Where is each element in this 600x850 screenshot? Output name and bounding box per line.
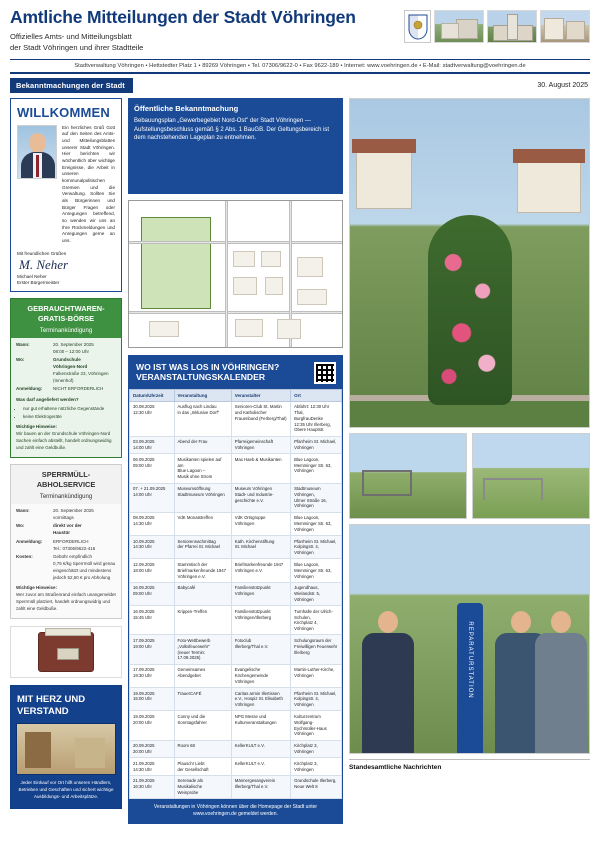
promo-box bbox=[10, 685, 122, 808]
table-cell: 17.09.2025 19:00 Uhr bbox=[130, 635, 175, 664]
site-plan-map bbox=[128, 200, 343, 348]
note-title: Was darf angeliefert werden? bbox=[16, 397, 79, 403]
standesamt-heading: Standesamtliche Nachrichten bbox=[349, 759, 590, 771]
map-road bbox=[225, 201, 228, 347]
table-cell: 30.08.2025 12:30 Uhr bbox=[130, 401, 175, 436]
table-row bbox=[130, 559, 342, 582]
table-cell: 10.09.2025 14:30 Uhr bbox=[130, 536, 175, 559]
table-cell: 16.09.2025 15:45 Uhr bbox=[130, 606, 175, 635]
map-building bbox=[261, 251, 281, 267]
calendar-title-1: WO IST WAS LOS IN VÖHRINGEN? bbox=[136, 361, 280, 372]
table-cell: Pfarrheim St. Michael, Kolpingstr. 4, Vöhringen bbox=[291, 536, 342, 559]
table-cell: Kulturzentrum Wolfgang- Eychmüller-Haus Vöhringen bbox=[291, 711, 342, 740]
sperrmuell-title: SPERRMÜLL- ABHOLSERVICE bbox=[11, 465, 121, 494]
row-value: 20. September 2025 vormittags bbox=[53, 507, 94, 520]
table-cell: Conny und die Sonntagsfahrer bbox=[174, 711, 231, 740]
table-cell: Grundschule Illerberg, Neue Welt 8 bbox=[291, 775, 342, 798]
table-cell: Familienstützpunkt Vöhringen/Illerberg bbox=[231, 606, 290, 635]
page-title: Amtliche Mitteilungen der Stadt Vöhringen bbox=[10, 7, 356, 27]
row-value: Grundschule Vöhringen-Nord Falkenstraße 23, Vöhringen (Innenhof) bbox=[53, 357, 109, 383]
group-photo bbox=[349, 524, 590, 754]
table-cell: 19.09.2025 15:00 Uhr bbox=[130, 688, 175, 711]
table-row bbox=[130, 758, 342, 776]
table-cell: Musikanten spielen auf am Blue Lagoon – Musik ohne Strom bbox=[174, 454, 231, 483]
row-key: Wo: bbox=[16, 357, 25, 363]
map-building bbox=[235, 319, 263, 337]
table-cell: 21.09.2025 14:30 Uhr bbox=[130, 758, 175, 776]
table-cell: Senioren-Club St. Martin und Katholischer Frauenbund (Ferberg/Thal) bbox=[231, 401, 290, 436]
signature-image: M. Neher bbox=[19, 256, 69, 272]
promo-heading: MIT HERZ UND VERSTAND bbox=[17, 694, 86, 717]
welcome-heading: WILLKOMMEN bbox=[17, 104, 110, 120]
table-cell: Männergesangverein Illerberg/Thal e.V. bbox=[231, 775, 290, 798]
row-value: ERFORDERLICH Tel.: 07306/9622-416 bbox=[53, 538, 96, 551]
map-building bbox=[277, 319, 301, 339]
table-cell: 16.09.2025 09:00 Uhr bbox=[130, 582, 175, 605]
bullet: • keine Elektrogeräte bbox=[23, 414, 116, 421]
row-key: Kosten: bbox=[16, 554, 33, 560]
briefcase-icon bbox=[38, 632, 94, 672]
section-label: Bekanntmachungen der Stadt bbox=[10, 78, 133, 93]
gebrauchtwaren-footer bbox=[16, 424, 116, 451]
table-cell: 07. + 21.09.2025 14:00 Uhr bbox=[130, 483, 175, 512]
row-key: Wann: bbox=[16, 507, 30, 513]
table-row bbox=[130, 688, 342, 711]
flower-column-photo bbox=[349, 98, 590, 428]
column-header-location: Ort bbox=[291, 389, 342, 401]
photo-house bbox=[517, 161, 581, 213]
table-cell: 20.09.2025 20:00 Uhr bbox=[130, 740, 175, 758]
table-cell: Foto-Wettbewerb „Volksfeuerwehr" (neuer Termin: 17.09.2025) bbox=[174, 635, 231, 664]
signature-role: Erster Bürgermeister bbox=[17, 279, 60, 285]
repair-station bbox=[457, 603, 483, 753]
table-cell: 03.09.2025 14:00 Uhr bbox=[130, 436, 175, 454]
table-row bbox=[130, 740, 342, 758]
table-cell: Blue Lagoon, Memminger Str. 63, Vöhringen bbox=[291, 559, 342, 582]
table-cell: Kirchplatz 3, Vöhringen bbox=[291, 758, 342, 776]
gebrauchtwaren-box bbox=[10, 298, 122, 458]
table-row bbox=[130, 775, 342, 798]
public-notice-box bbox=[128, 98, 343, 194]
table-cell: KellerKULT e.V. bbox=[231, 758, 290, 776]
row-value: NICHT ERFORDERLICH bbox=[53, 386, 104, 392]
row-key: Anmeldung: bbox=[16, 386, 43, 392]
bullet: • nur gut erhaltene nützliche Gegenstände bbox=[23, 406, 116, 413]
map-building bbox=[297, 289, 327, 305]
table-cell: Babycafé bbox=[174, 582, 231, 605]
promo-photo bbox=[16, 723, 116, 775]
table-cell: KellerKULT e.V. bbox=[231, 740, 290, 758]
table-row bbox=[130, 401, 342, 436]
row-key: Anmeldung: bbox=[16, 538, 43, 544]
content-grid bbox=[10, 98, 590, 820]
masthead-photo-village bbox=[434, 10, 484, 43]
masthead-photo-street bbox=[540, 10, 590, 43]
table-cell: VdK Monatstreffen bbox=[174, 512, 231, 535]
table-cell: Caritas armin Illertissen e.V., Hospiz St. Elisabeth Vöhringen bbox=[231, 688, 290, 711]
row-value: direkt vor der Haustür bbox=[53, 523, 82, 536]
table-cell: Stadtmuseum Vöhringen, Ulmer Straße 16, Vöhringen bbox=[291, 483, 342, 512]
table-cell: Krippen-Treffen bbox=[174, 606, 231, 635]
table-cell: Jugendhaus, Wielandstr. 5, Vöhringen bbox=[291, 582, 342, 605]
welcome-text: Ein herzliches Grüß Gott auf den Seiten des Amts- und Mitteilungsblattes unserer Stadt Vöhringen. Hier berichten wir wöchentlich über wichtige Ereignisse, die Arbeit in unseren kommunalpolitischen Gremien und die Verwaltung. Sollten Sie als Bürgerinnen und Bürger Fragen oder Anregungen betreffend, so wenden wir uns an Ihre Rückmeldungen und Anregungen gerne an uns. bbox=[62, 124, 115, 243]
gebrauchtwaren-subtitle: Terminankündigung bbox=[11, 328, 121, 338]
table-cell: Fotoclub Illerberg/Thal e.V. bbox=[231, 635, 290, 664]
qr-code-icon[interactable] bbox=[314, 362, 336, 384]
map-building bbox=[233, 277, 257, 295]
table-cell: Abend der Frau bbox=[174, 436, 231, 454]
table-cell: 19.09.2025 20:00 Uhr bbox=[130, 711, 175, 740]
table-cell: Serenade als Musikalische Weinprobe bbox=[174, 775, 231, 798]
footer-text: Wer zuvor am Straßenrand einfach unangemeldet Sperrmüll platziert, handelt ordnungswidrig und zahlt eine Geldbuße. bbox=[16, 592, 116, 611]
table-cell: Kirchplatz 3, Vöhringen bbox=[291, 740, 342, 758]
right-photo-grid bbox=[349, 433, 590, 519]
advert-briefcase bbox=[10, 626, 122, 678]
table-cell: Seniorennachmittag der Pfarrei St. Michael bbox=[174, 536, 231, 559]
table-row bbox=[130, 635, 342, 664]
table-row bbox=[130, 436, 342, 454]
playground-photo bbox=[349, 433, 467, 519]
masthead-subtitle-2: der Stadt Vöhringen und ihrer Stadtteile bbox=[10, 42, 144, 52]
row-key: Wo: bbox=[16, 523, 25, 529]
table-cell: Familienstützpunkt Vöhringen bbox=[231, 582, 290, 605]
footer-text: Wir bauen an der Grundschule Vöhringen-Nord Sachen einfach abstellt, handelt ordnungswidrig und zahlt eine Geldbuße. bbox=[16, 431, 112, 450]
table-cell: NPG Messe und Kulturveranstaltungen bbox=[231, 711, 290, 740]
table-row bbox=[130, 536, 342, 559]
table-row bbox=[130, 711, 342, 740]
table-cell: Plausch! Liebt der Gesellschaft bbox=[174, 758, 231, 776]
table-row bbox=[130, 512, 342, 535]
table-cell: TrauerCAFÉ bbox=[174, 688, 231, 711]
table-cell: 08.09.2025 14:30 Uhr bbox=[130, 512, 175, 535]
table-cell: Blue Lagoon, Memminger Str. 63, Vöhringen bbox=[291, 512, 342, 535]
table-cell: Abfahrt: 12:30 Uhr Thal, BurgfrauDenke 12:35 Uhr Illerberg, Obere Hauptstr. bbox=[291, 401, 342, 436]
column-header-event: Veranstaltung bbox=[174, 389, 231, 401]
person-left bbox=[362, 611, 414, 753]
person-right bbox=[535, 611, 587, 753]
middle-column bbox=[128, 98, 343, 820]
calendar-title-2: VERANSTALTUNGSKALENDER bbox=[136, 371, 266, 382]
masthead-subtitle-1: Offizielles Amts- und Mitteilungsblatt bbox=[10, 32, 132, 42]
public-notice-text: Bebauungsplan „Gewerbegebiet Nord-Ost" der Stadt Vöhringen — Aufstellungsbeschluss gemäß § 2 Abs. 1 BauGB. Der Geltungsbereich ist dem nachstehenden Lageplan zu entnehmen. bbox=[134, 118, 330, 142]
masthead-photo-church bbox=[487, 10, 537, 43]
public-notice-title: Öffentliche Bekanntmachung bbox=[134, 103, 239, 113]
row-value: 20. September 2025 08:00 – 12:00 Uhr bbox=[53, 341, 94, 354]
masthead bbox=[10, 8, 590, 53]
table-row bbox=[130, 454, 342, 483]
mayor-portrait-photo bbox=[17, 125, 57, 179]
table-cell: 21.09.2025 16:30 Uhr bbox=[130, 775, 175, 798]
table-cell: Museum Vöhringen Stadt- und Industrie- geschichte e.V. bbox=[231, 483, 290, 512]
table-cell: 17.09.2025 19:30 Uhr bbox=[130, 664, 175, 687]
table-cell: Pfarrheim St. Michael, Kolpingstr. 4, Vöhringen bbox=[291, 688, 342, 711]
table-cell: Room 68 bbox=[174, 740, 231, 758]
table-row bbox=[130, 664, 342, 687]
calendar-header bbox=[129, 356, 342, 389]
section-header-row bbox=[10, 78, 590, 93]
coat-of-arms-icon bbox=[404, 10, 431, 43]
table-cell: Turnhalle der Ulrich- Schulen, Kirchplatz 4, Vöhringen bbox=[291, 606, 342, 635]
table-cell: Briefmarkenfreunde 1947 Vöhringen e.V. bbox=[231, 559, 290, 582]
repair-station-label: REPARATURSTATION bbox=[466, 621, 473, 699]
column-header-organizer: Veranstalter bbox=[231, 389, 290, 401]
table-cell: Museumsöffnung Stadtmuseum Vöhringen bbox=[174, 483, 231, 512]
photo-flower-tower bbox=[428, 215, 512, 405]
left-column bbox=[10, 98, 122, 820]
row-key: Wann: bbox=[16, 341, 30, 347]
gebrauchtwaren-note bbox=[16, 397, 116, 420]
masthead-images bbox=[404, 8, 590, 43]
table-cell: Martin-Luther-Kirche, Vöhringen bbox=[291, 664, 342, 687]
table-cell: Gemeinsames Abendgebet bbox=[174, 664, 231, 687]
issue-date: 30. August 2025 bbox=[537, 81, 588, 89]
table-row bbox=[130, 483, 342, 512]
photo-house bbox=[356, 151, 412, 209]
map-building bbox=[149, 321, 179, 337]
map-parcel-highlight bbox=[141, 217, 211, 309]
promo-footer-text: Jeder Einkauf vor Ort hilft unseren Händlern, Betrieben und Geschäften und sichert wichtige Ausbildungs- und Arbeitsplätze. bbox=[18, 780, 114, 799]
sports-field-photo bbox=[472, 433, 590, 519]
note-bullets bbox=[16, 406, 116, 421]
sperrmuell-body bbox=[11, 504, 121, 619]
table-cell: Schulungsraum der Freiwilligen Feuerwehr Illerberg bbox=[291, 635, 342, 664]
table-cell: Max Haeb & Musikanten bbox=[231, 454, 290, 483]
table-cell: Blue Lagoon, Memminger Str. 63, Vöhringen bbox=[291, 454, 342, 483]
map-building bbox=[233, 251, 255, 267]
table-cell: VdK Ortsgruppe Vöhringen bbox=[231, 512, 290, 535]
table-header-row bbox=[130, 389, 342, 401]
footer-title: Wichtige Hinweise: bbox=[16, 424, 57, 430]
sperrmuell-box bbox=[10, 464, 122, 619]
events-calendar bbox=[128, 355, 343, 824]
imprint-line: Stadtverwaltung Vöhringen • Hettstedter Platz 1 • 89269 Vöhringen • Tel. 07306/9622-0 • Fax 9622-189 • Internet: www.voehringen.de • E-Mail: stadtverwaltung@voehringen.de bbox=[74, 62, 526, 69]
right-column bbox=[349, 98, 590, 820]
table-row bbox=[130, 606, 342, 635]
column-header-date: Datum/Uhrzeit bbox=[130, 389, 175, 401]
table-cell: Stammtisch der Briefmarkenfreunde 1947 Vöhringen e.V. bbox=[174, 559, 231, 582]
map-road bbox=[129, 311, 342, 314]
table-cell: Pfarreigemeinschaft Vöhringen bbox=[231, 436, 290, 454]
gebrauchtwaren-body bbox=[11, 338, 121, 458]
signature-name: Michael Neher bbox=[17, 273, 47, 279]
welcome-box bbox=[10, 98, 122, 293]
photo-roof bbox=[352, 139, 416, 153]
table-cell: 06.09.2025 09:00 Uhr bbox=[130, 454, 175, 483]
divider-bottom bbox=[10, 72, 590, 74]
map-building bbox=[297, 257, 323, 277]
sperrmuell-subtitle: Terminankündigung bbox=[11, 494, 121, 504]
gebrauchtwaren-title: GEBRAUCHTWAREN- GRATIS-BÖRSE bbox=[11, 299, 121, 328]
footer-title: Wichtige Hinweise: bbox=[16, 585, 57, 591]
map-building bbox=[265, 277, 283, 295]
sperrmuell-footer bbox=[16, 585, 116, 612]
signature-block bbox=[17, 251, 115, 287]
table-cell: Ausflug nach Lindau in das „Inklusive Dorf" bbox=[174, 401, 231, 436]
masthead-text bbox=[10, 8, 404, 53]
signature-greeting: Mit freundlichen Grüßen bbox=[17, 250, 67, 256]
photo-roof bbox=[513, 149, 585, 163]
row-value: Gebühr empfindlich 0,75 €/kg Sperrmüll wird genau eingeschätzt und mindestens jedoch 52,50 € pro Abholung bbox=[53, 554, 116, 580]
table-cell: Evangelische Kirchengemeinde Vöhringen bbox=[231, 664, 290, 687]
calendar-table bbox=[129, 389, 342, 799]
table-cell: Pfarrheim St. Michael, Vöhringen bbox=[291, 436, 342, 454]
table-cell: Kath. Kirchenstiftung St. Michael bbox=[231, 536, 290, 559]
table-row bbox=[130, 582, 342, 605]
calendar-footer: Veranstaltungen in Vöhringen können über die Homepage der Stadt unter www.voehringen.de gemeldet werden. bbox=[129, 799, 342, 823]
map-road bbox=[129, 241, 342, 244]
table-cell: 12.09.2025 18:00 Uhr bbox=[130, 559, 175, 582]
